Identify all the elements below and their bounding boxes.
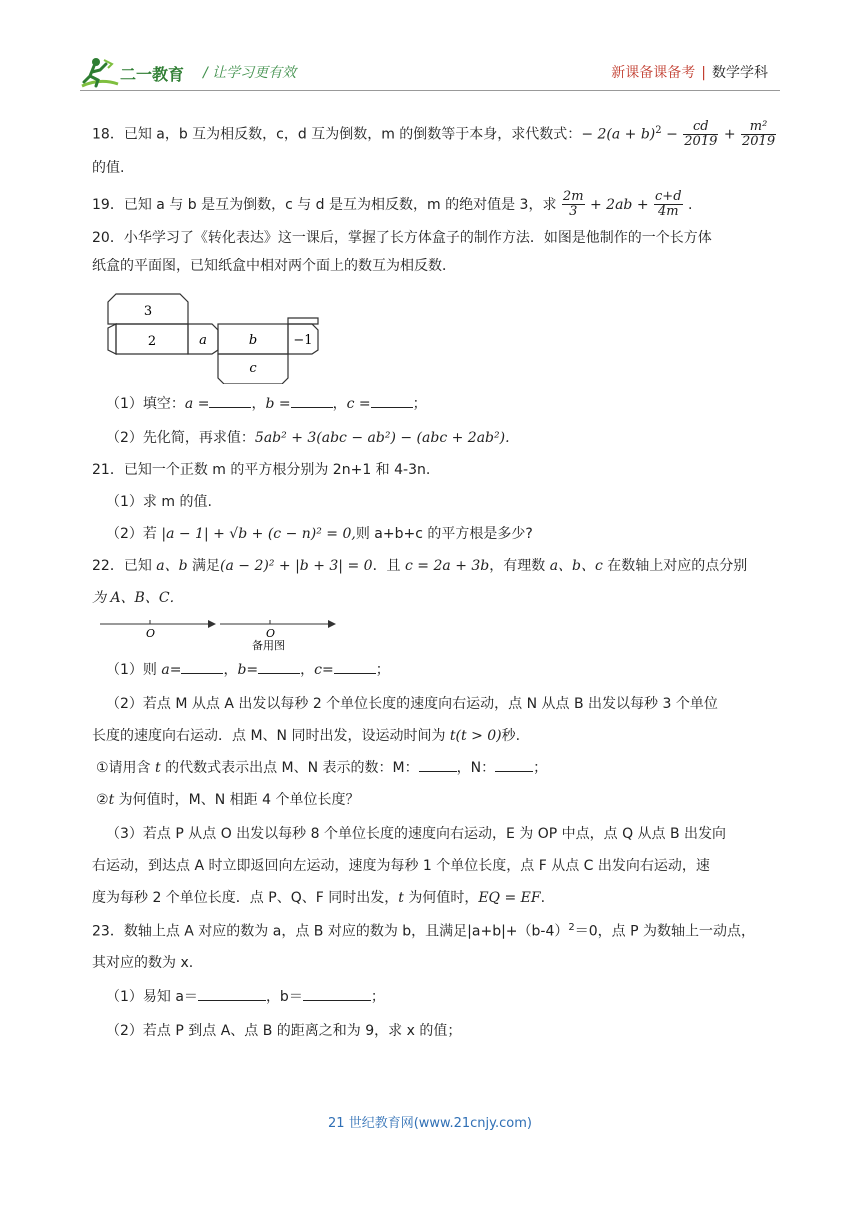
logo [80,56,198,94]
net-face-neg1: −1 [293,332,313,348]
backup-figure-label: 备用图 [252,638,285,652]
footer[interactable]: 21 世纪教育网(www.21cnjy.com) [328,1116,532,1131]
header-divider [80,90,780,91]
header-subject: 新课备课备考 | 数学学科 [611,65,768,81]
question-20: 20．小华学习了《转化表达》这一课后，掌握了长方体盒子的制作方法．如图是他制作的一个长方体 纸盒的平面图，已知纸盒中相对两个面上的数互为相反数． 3 2 a b −1 c （1）填空：a = ，b = ，c = ； （2）先化简，再求值：5ab² + 3(abc − ab²) − (abc + 2ab²). [92,226,782,450]
fraction: $\frac{2m}{3}$ [562,189,584,220]
q21-part-2: （2）若 |a − 1| + √b + (c − n)² = 0,则 a+b+c 的平方根是多少? [106,525,533,542]
box-net-figure [100,288,330,384]
q23-part-1: （1）易知 a＝ ，b＝ ； [92,985,782,1009]
net-face-3: 3 [143,303,153,319]
question-22: 22．已知 a、b 满足(a − 2)² + |b + 3| = 0．且 c = 2a + 3b，有理数 a、b、c 在数轴上对应的点分别 为 A、B、C． O O 备用图 （1）则 a= ，b= ，c= ； （2）若点 M 从点 A 出发以每秒 2 个单位长度的速度向右运动，点 N 从点 B 出发以每秒 3 个单位 长度的速度向右运动．点 M、N 同时出发，设运动时间为 t(t > 0)秒. ①请用含 t 的代数式表示出点 M、N 表示的数：M： ，N： ； ②t 为何值时，M、N 相距 4 个单位长度？ （3）若点 P 从点 O 出发以每秒 8 个单位长度的速度向右运动，E 为 OP 中点，点 Q 从点 B 出发向 右运动，到达点 A 时立即返回向左运动，速度为每秒 1 个单位长度，点 F 从点 C 出发向右运动，速 度为每秒 2 个单位长度．点 P、Q、F 同时出发，t 为何值时，EQ = EF. [92,554,782,910]
number-line-figure [100,616,340,652]
slogan: / 让学习更有效 [203,65,297,81]
net-face-c: c [249,360,257,376]
net-face-a: a [199,332,207,348]
q22-sub-1: ①请用含 t 的代数式表示出点 M、N 表示的数：M： ，N： ； [92,756,782,780]
q22-part-1: （1）则 a= ，b= ，c= ； [92,658,782,682]
page-header [0,0,860,100]
question-18: 18．已知 a，b 互为相反数，c，d 互为倒数，m 的倒数等于本身，求代数式：− $2(a + b)^2$ − $\frac{cd}{2019}$ + $\frac{\text{m²}}{2019}$ 的值. [92,119,776,176]
question-19: 19．已知 a 与 b 是互为倒数，c 与 d 是互为相反数，m 的绝对值是 3，求 $\frac{2m}{3}$ + 2ab + $\frac{c+d}{4m}$ . [92,189,693,220]
logo-runner-icon [80,56,198,90]
question-23: 23．数轴上点 A 对应的数为 a，点 B 对应的数为 b，且满足$|a+b|+(b-4)^2=0$，点 P 为数轴上一动点， 其对应的数为 x. （1）易知 a＝ ，b＝ ； （2）若点 P 到点 A、点 B 的距离之和为 9，求 x 的值； [92,916,782,1044]
q20-part-2: （2）先化简，再求值：5ab² + 3(abc − ab²) − (abc + 2ab²). [106,429,510,446]
origin-label: O [146,626,156,640]
fraction: $\frac{\text{m²}}{2019}$ [742,119,776,150]
q22-sub-2: ②t 为何值时，M、N 相距 4 个单位长度？ [96,791,360,808]
svg-text:二一教育: 二一教育 [120,65,185,84]
net-face-b: b [248,332,258,348]
document-body [92,108,782,1043]
question-21: 21．已知一个正数 m 的平方根分别为 2n+1 和 4-3n. （1）求 m 的值. （2）若 |a − 1| + √b + (c − n)² = 0,则 a+b+c 的平方根是多少? [92,458,782,546]
fraction: $\frac{cd}{2019}$ [684,119,718,150]
net-face-2: 2 [147,333,157,349]
origin-label: O [266,626,276,640]
q20-part-1: （1）填空：a = ，b = ，c = ； [92,392,782,416]
fraction: $\frac{c+d}{4m}$ [655,189,682,220]
